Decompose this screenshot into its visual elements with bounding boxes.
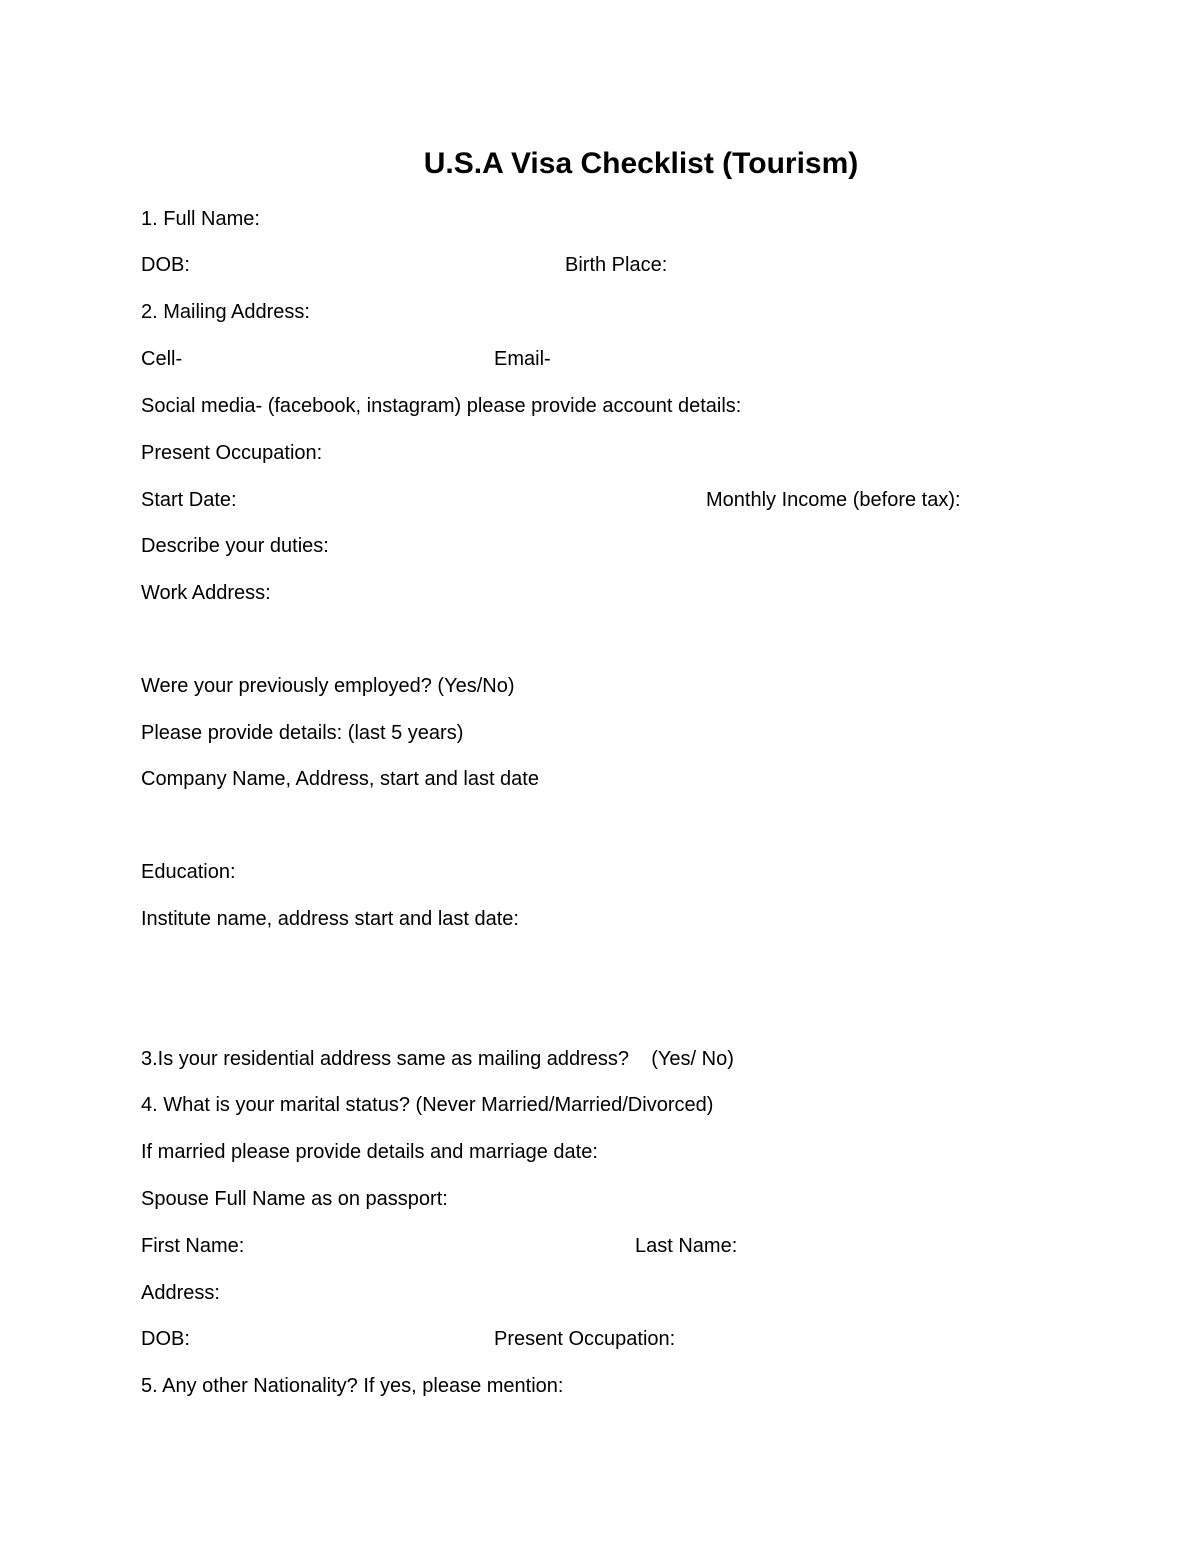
marital-status-question: 4. What is your marital status? (Never Married/Married/Divorced) [141,1094,714,1116]
birth-place-label: Birth Place: [565,254,668,276]
institute-details-label: Institute name, address start and last date: [141,908,519,930]
mailing-address-label: 2. Mailing Address: [141,301,310,323]
spouse-full-name-label: Spouse Full Name as on passport: [141,1188,448,1210]
previously-employed-label: Were your previously employed? (Yes/No) [141,675,515,697]
full-name-label: 1. Full Name: [141,208,260,230]
first-name-label: First Name: [141,1235,245,1257]
company-details-label: Company Name, Address, start and last date [141,768,539,790]
provide-details-label: Please provide details: (last 5 years) [141,722,464,744]
spouse-occupation-label: Present Occupation: [494,1328,676,1350]
cell-label: Cell- [141,348,183,370]
present-occupation-label: Present Occupation: [141,442,323,464]
spouse-dob-label: DOB: [141,1328,190,1350]
education-label: Education: [141,861,236,883]
if-married-label: If married please provide details and marriage date: [141,1141,598,1163]
document-title: U.S.A Visa Checklist (Tourism) [423,147,859,180]
social-media-label: Social media- (facebook, instagram) please provide account details: [141,395,742,417]
work-address-label: Work Address: [141,582,271,604]
dob-label: DOB: [141,254,190,276]
monthly-income-label: Monthly Income (before tax): [706,489,961,511]
spouse-address-label: Address: [141,1282,220,1304]
email-label: Email- [494,348,551,370]
last-name-label: Last Name: [635,1235,738,1257]
residential-address-question: 3.Is your residential address same as mailing address? (Yes/ No) [141,1048,734,1070]
describe-duties-label: Describe your duties: [141,535,329,557]
start-date-label: Start Date: [141,489,237,511]
other-nationality-question: 5. Any other Nationality? If yes, please mention: [141,1375,564,1397]
